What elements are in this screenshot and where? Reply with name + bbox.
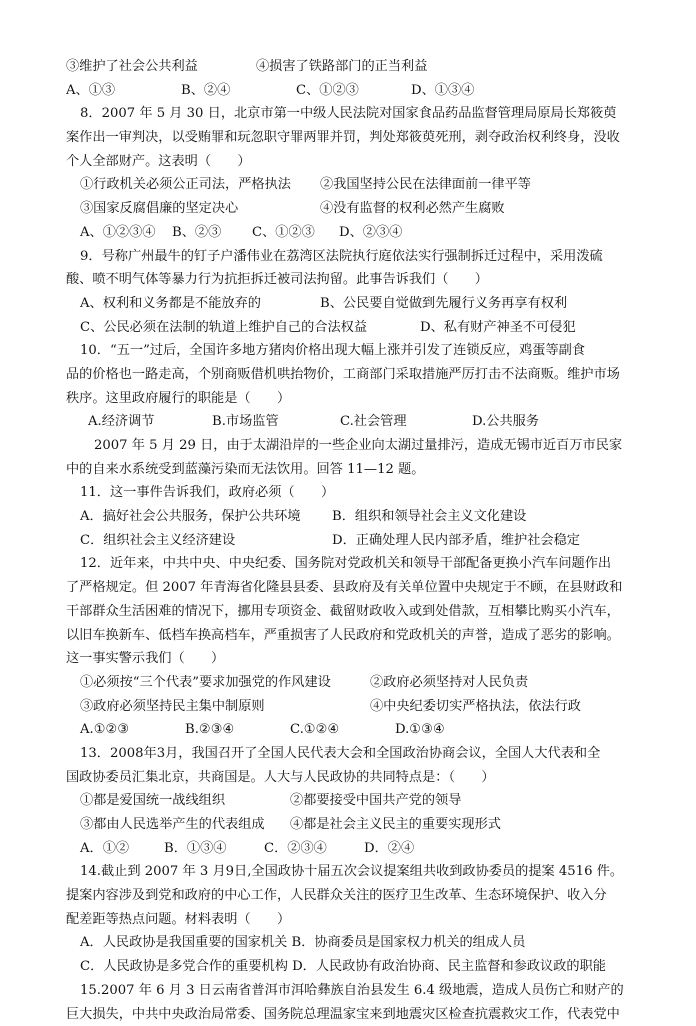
option-text: C、①②③: [252, 221, 339, 245]
option-text: ④都是社会主义民主的重要实现形式: [290, 813, 590, 837]
option-text: D．②④: [364, 837, 464, 861]
option-text: B.市场监管: [212, 410, 340, 434]
option-text: B、公民要自觉做到先履行义务再享有权利: [320, 292, 620, 316]
option-text: A、权利和义务都是不能放弃的: [80, 292, 320, 316]
option-text: B、②④: [181, 79, 296, 103]
option-text: B、②③: [172, 221, 252, 245]
option-text: ③维护了社会公共利益: [66, 55, 256, 79]
text-line: 案作出一审判决，以受贿罪和玩忽职守罪两罪并罚，判处郑筱萸死刑，剥夺政治权利终身，没收: [66, 126, 646, 150]
text-line: [66, 292, 646, 316]
text-line: [66, 316, 646, 340]
option-text: D.公共服务: [472, 410, 592, 434]
text-line: 12．近年来，中共中央、中央纪委、国务院对党政机关和领导干部配备更换小汽车问题作出: [66, 552, 646, 576]
text-line: 品的价格也一路走高，个别商贩借机哄抬物价，工商部门采取措施严厉打击不法商贩。维护市场: [66, 363, 646, 387]
option-text: A．搞好社会公共服务，保护公共环境: [80, 505, 332, 529]
text-line: 中的自来水系统受到蓝藻污染而无法饮用。回答 11—12 题。: [66, 458, 646, 482]
option-text: C、①②③: [296, 79, 411, 103]
text-line: 配差距等热点问题。材料表明（ ）: [66, 908, 646, 932]
text-line: [66, 410, 646, 434]
text-line: [66, 221, 646, 245]
text-line: [66, 529, 646, 553]
text-line: 2007 年 5 月 29 日，由于太湖沿岸的一些企业向太湖过量排污，造成无锡市近百万市民家: [66, 434, 646, 458]
option-text: D、①③④: [411, 79, 551, 103]
option-text: ①都是爱国统一战线组织: [80, 789, 290, 813]
text-line: 13．2008年3月，我国召开了全国人民代表大会和全国政治协商会议，全国人大代表和全: [66, 742, 646, 766]
text-line: [66, 813, 646, 837]
text-line: 9．号称广州最牛的钉子户潘伟业在荔湾区法院执行庭依法实行强制拆迁过程中，采用泼硫: [66, 245, 646, 269]
option-text: D、私有财产神圣不可侵犯: [420, 316, 620, 340]
option-text: C.①②④: [290, 718, 395, 742]
option-text: B．①③④: [164, 837, 264, 861]
option-text: D、②③④: [339, 221, 459, 245]
text-line: 个人全部财产。这表明（ ）: [66, 150, 646, 174]
option-text: C．组织社会主义经济建设: [80, 529, 332, 553]
text-line: 14.截止到 2007 年 3 月9日,全国政协十届五次会议提案组共收到政协委员的提案 4516 件。: [66, 860, 646, 884]
option-text: ④中央纪委切实严格执法，依法行政: [370, 695, 630, 719]
text-line: 这一事实警示我们（ ）: [66, 647, 646, 671]
text-line: 8．2007 年 5 月 30 日，北京市第一中级人民法院对国家食品药品监督管理局原局长郑筱萸: [66, 102, 646, 126]
option-text: ④损害了铁路部门的正当利益: [256, 55, 556, 79]
text-line: [66, 197, 646, 221]
option-text: ③政府必须坚持民主集中制原则: [80, 695, 370, 719]
option-text: A.经济调节: [88, 410, 212, 434]
text-line: 干部群众生活困难的情况下，挪用专项资金、截留财政收入或到处借款，互相攀比购买小汽车，: [66, 600, 646, 624]
text-line: 酸、喷不明气体等暴力行为抗拒拆迁被司法拘留。此事告诉我们（ ）: [66, 268, 646, 292]
option-text: D．正确处理人民内部矛盾，维护社会稳定: [332, 529, 632, 553]
option-text: ①必须按“三个代表”要求加强党的作风建设: [80, 671, 370, 695]
document-page: [66, 55, 646, 1026]
option-text: B.②③④: [185, 718, 290, 742]
text-line: C．人民政协是多党合作的重要机构 D．人民政协有政治协商、民主监督和参政议政的职能: [66, 955, 646, 979]
text-line: 国政协委员汇集北京，共商国是。人大与人民政协的共同特点是：（ ）: [66, 766, 646, 790]
option-text: ①行政机关必须公正司法，严格执法: [80, 173, 320, 197]
option-text: ③都由人民选举产生的代表组成: [80, 813, 290, 837]
option-text: C、公民必须在法制的轨道上维护自己的合法权益: [80, 316, 420, 340]
option-text: ②政府必须坚持对人民负责: [370, 671, 620, 695]
option-text: A、①②③④: [80, 221, 172, 245]
option-text: ④没有监督的权利必然产生腐败: [320, 197, 620, 221]
option-text: B．组织和领导社会主义文化建设: [332, 505, 612, 529]
option-text: C．②③④: [264, 837, 364, 861]
text-line: 11．这一事件告诉我们，政府必须（ ）: [66, 481, 646, 505]
text-line: 秩序。这里政府履行的职能是（ ）: [66, 387, 646, 411]
text-line: [66, 695, 646, 719]
text-line: 提案内容涉及到党和政府的中心工作，人民群众关注的医疗卫生改革、生态环境保护、收入分: [66, 884, 646, 908]
option-text: ②我国坚持公民在法律面前一律平等: [320, 173, 620, 197]
option-text: C.社会管理: [340, 410, 472, 434]
text-line: 15.2007 年 6 月 3 日云南省普洱市洱哈彝族自治县发生 6.4 级地震，造成人员伤亡和财产的: [66, 979, 646, 1003]
option-text: D.①③④: [395, 718, 515, 742]
text-line: 巨大损失，中共中央政治局常委、国务院总理温家宝来到地震灾区检查抗震救灾工作，代表党中: [66, 1003, 646, 1026]
text-line: [66, 505, 646, 529]
text-line: 了严格规定。但 2007 年青海省化隆县县委、县政府及有关单位置中央规定于不顾，在县财政和: [66, 576, 646, 600]
option-text: A.①②③: [80, 718, 185, 742]
text-line: [66, 718, 646, 742]
text-line: [66, 837, 646, 861]
text-line: [66, 55, 646, 79]
text-line: [66, 789, 646, 813]
text-line: 10．“五一”过后，全国许多地方猪肉价格出现大幅上涨并引发了连锁反应，鸡蛋等副食: [66, 339, 646, 363]
text-line: [66, 671, 646, 695]
text-line: 以旧车换新车、低档车换高档车，严重损害了人民政府和党政机关的声誉，造成了恶劣的影响。: [66, 624, 646, 648]
text-line: [66, 173, 646, 197]
option-text: A、①③: [66, 79, 181, 103]
option-text: ②都要接受中国共产党的领导: [290, 789, 570, 813]
text-line: [66, 79, 646, 103]
option-text: A．①②: [80, 837, 164, 861]
option-text: ③国家反腐倡廉的坚定决心: [80, 197, 320, 221]
text-line: A．人民政协是我国重要的国家机关 B．协商委员是国家权力机关的组成人员: [66, 931, 646, 955]
